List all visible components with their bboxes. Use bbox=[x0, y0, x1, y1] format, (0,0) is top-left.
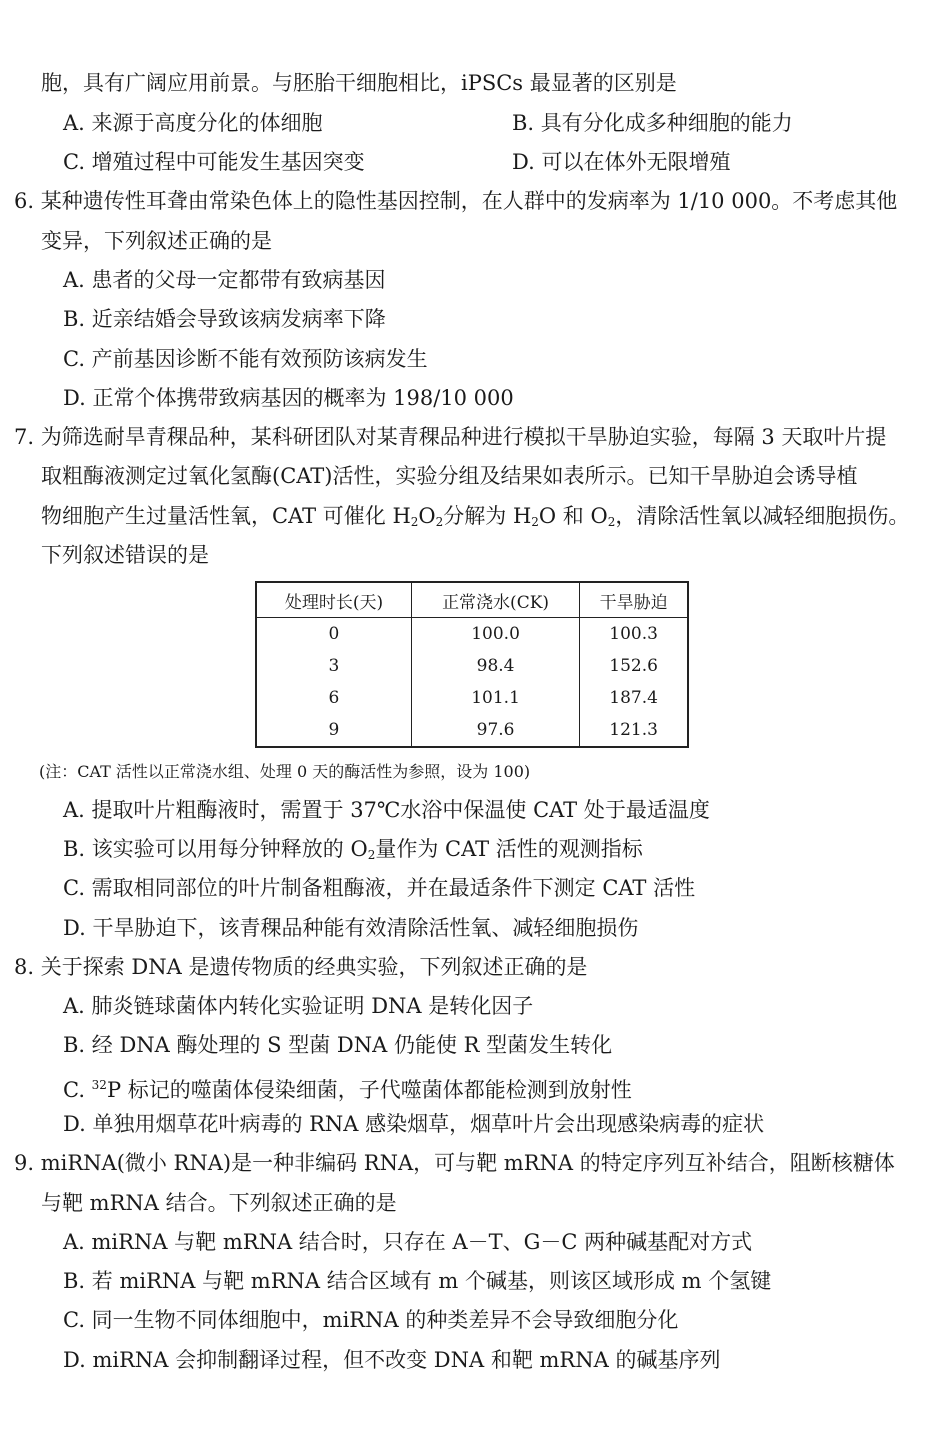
q5-option-d: D. 可以在体外无限增殖 bbox=[512, 150, 731, 174]
header-ck: 正常浇水(CK) bbox=[411, 582, 579, 618]
q7-option-d: D. 干旱胁迫下，该青稞品种能有效清除活性氧、减轻细胞损伤 bbox=[63, 916, 639, 940]
header-drought: 干旱胁迫 bbox=[580, 582, 688, 618]
question-7-stem: 7. 为筛选耐旱青稞品种，某科研团队对某青稞品种进行模拟干旱胁迫实验，每隔 3 天取叶片提 bbox=[14, 425, 887, 449]
question-9-stem: 9. miRNA(微小 RNA)是一种非编码 RNA，可与靶 mRNA 的特定序列互补结合，阻断核糖体 bbox=[14, 1151, 895, 1175]
q6-option-d: D. 正常个体携带致病基因的概率为 198/10 000 bbox=[63, 386, 514, 410]
table-cell: 0 bbox=[328, 624, 340, 644]
table-cell: 3 bbox=[328, 656, 340, 676]
table-row bbox=[256, 714, 688, 747]
table-cell: 6 bbox=[328, 688, 340, 708]
table-cell: 187.4 bbox=[580, 682, 688, 714]
table-cell: 100.0 bbox=[411, 618, 579, 651]
q6-option-c: C. 产前基因诊断不能有效预防该病发生 bbox=[63, 347, 428, 371]
question-6-stem-line2: 变异，下列叙述正确的是 bbox=[41, 229, 272, 253]
table-cell: 101.1 bbox=[411, 682, 579, 714]
question-7-stem-line3: 物细胞产生过量活性氧，CAT 可催化 $H_2O_2$分解为 $H_2O$ 和 $O_2$，清除活性氧以减轻细胞损伤。 bbox=[41, 504, 910, 529]
question-6-stem: 6. 某种遗传性耳聋由常染色体上的隐性基因控制，在人群中的发病率为 1/10 000。不考虑其他 bbox=[14, 189, 898, 213]
q8-option-c: C. $^{32}$P 标记的噬菌体侵染细菌，子代噬菌体都能检测到放射性 bbox=[63, 1078, 632, 1102]
q6-option-b: B. 近亲结婚会导致该病发病率下降 bbox=[63, 307, 386, 331]
table-header-row bbox=[256, 582, 688, 618]
q6-option-a: A. 患者的父母一定都带有致病基因 bbox=[63, 268, 386, 292]
q9-option-b: B. 若 miRNA 与靶 mRNA 结合区域有 m 个碱基，则该区域形成 m 个氢键 bbox=[63, 1269, 772, 1293]
question-8-stem: 8. 关于探索 DNA 是遗传物质的经典实验，下列叙述正确的是 bbox=[14, 955, 588, 979]
q7-option-c: C. 需取相同部位的叶片制备粗酶液，并在最适条件下测定 CAT 活性 bbox=[63, 876, 696, 900]
q9-option-c: C. 同一生物不同体细胞中，miRNA 的种类差异不会导致细胞分化 bbox=[63, 1308, 679, 1332]
table-cell: 9 bbox=[328, 720, 340, 740]
q8-option-a: A. 肺炎链球菌体内转化实验证明 DNA 是转化因子 bbox=[63, 994, 534, 1018]
q8-option-b: B. 经 DNA 酶处理的 S 型菌 DNA 仍能使 R 型菌发生转化 bbox=[63, 1033, 613, 1057]
q7-option-a: A. 提取叶片粗酶液时，需置于 37℃水浴中保温使 CAT 处于最适温度 bbox=[63, 798, 710, 822]
q9-option-a: A. miRNA 与靶 mRNA 结合时，只存在 A－T、G－C 两种碱基配对方式 bbox=[63, 1230, 753, 1254]
q5-option-a: A. 来源于高度分化的体细胞 bbox=[63, 111, 323, 135]
question-9-stem-line2: 与靶 mRNA 结合。下列叙述正确的是 bbox=[41, 1191, 397, 1215]
cat-activity-table bbox=[255, 581, 689, 748]
table-cell: 152.6 bbox=[580, 650, 688, 682]
table-note: (注：CAT 活性以正常浇水组、处理 0 天的酶活性为参照，设为 100) bbox=[39, 762, 531, 781]
question-5-stem-continuation: 胞，具有广阔应用前景。与胚胎干细胞相比，iPSCs 最显著的区别是 bbox=[41, 71, 677, 95]
question-7-stem-line4: 下列叙述错误的是 bbox=[41, 543, 209, 567]
q5-option-b: B. 具有分化成多种细胞的能力 bbox=[512, 111, 793, 135]
table-cell: 121.3 bbox=[580, 714, 688, 747]
table-cell: 98.4 bbox=[411, 650, 579, 682]
q5-option-c: C. 增殖过程中可能发生基因突变 bbox=[63, 150, 365, 174]
table-row bbox=[256, 682, 688, 714]
q7-option-b: B. 该实验可以用每分钟释放的 $O_2$量作为 CAT 活性的观测指标 bbox=[63, 837, 643, 862]
table-cell: 100.3 bbox=[580, 618, 688, 651]
table-row bbox=[256, 618, 688, 651]
q9-option-d: D. miRNA 会抑制翻译过程，但不改变 DNA 和靶 mRNA 的碱基序列 bbox=[63, 1348, 721, 1372]
table-cell: 97.6 bbox=[411, 714, 579, 747]
question-7-stem-line2: 取粗酶液测定过氧化氢酶(CAT)活性，实验分组及结果如表所示。已知干旱胁迫会诱导植 bbox=[41, 464, 858, 488]
q8-option-d: D. 单独用烟草花叶病毒的 RNA 感染烟草，烟草叶片会出现感染病毒的症状 bbox=[63, 1112, 765, 1136]
table-row bbox=[256, 650, 688, 682]
header-duration: 处理时长(天) bbox=[256, 582, 411, 618]
